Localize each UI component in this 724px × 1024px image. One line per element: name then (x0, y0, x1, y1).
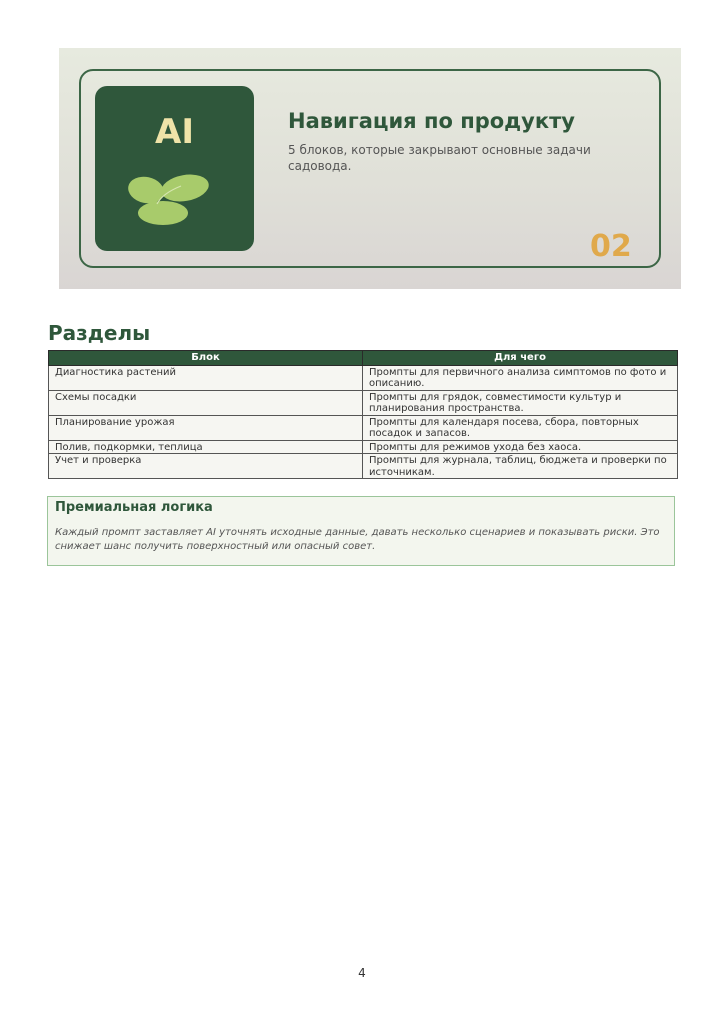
table-row (49, 390, 678, 415)
table-cell-block: Диагностика растений (49, 365, 363, 390)
page-title: Навигация по продукту (288, 109, 575, 133)
table-cell-block: Учет и проверка (49, 454, 363, 479)
table-row (49, 454, 678, 479)
table-header-cell: Для чего (363, 351, 678, 366)
table-cell-purpose: Промпты для грядок, совместимости культур и планирования пространства. (363, 390, 678, 415)
sprout-leaves-icon (121, 168, 211, 228)
table-cell-purpose: Промпты для журнала, таблиц, бюджета и проверки по источникам. (363, 454, 678, 479)
premium-logic-callout (47, 496, 675, 566)
callout-title: Премиальная логика (55, 500, 213, 515)
callout-text: Каждый промпт заставляет AI уточнять исходные данные, давать несколько сценариев и показывать риски. Это снижает шанс получить поверхностный или опасный совет. (55, 527, 660, 552)
chapter-number: 02 (590, 229, 632, 264)
hero-banner (59, 48, 681, 289)
section-heading: Разделы (48, 321, 151, 345)
table-row (49, 415, 678, 440)
hero-logo (95, 86, 254, 251)
sections-table (48, 350, 678, 479)
table-cell-block: Планирование урожая (49, 415, 363, 440)
table-row (49, 440, 678, 454)
table-cell-purpose: Промпты для режимов ухода без хаоса. (363, 440, 678, 454)
table-row (49, 365, 678, 390)
table-header-cell: Блок (49, 351, 363, 366)
hero-logo-text: AI (155, 112, 194, 152)
table-cell-purpose: Промпты для первичного анализа симптомов по фото и описанию. (363, 365, 678, 390)
table-header-row (49, 351, 678, 366)
page-number: 4 (358, 966, 366, 980)
table-cell-block: Схемы посадки (49, 390, 363, 415)
page-subtitle: 5 блоков, которые закрывают основные задачи садовода. (288, 143, 591, 173)
table-cell-block: Полив, подкормки, теплица (49, 440, 363, 454)
table-cell-purpose: Промпты для календаря посева, сбора, повторных посадок и запасов. (363, 415, 678, 440)
